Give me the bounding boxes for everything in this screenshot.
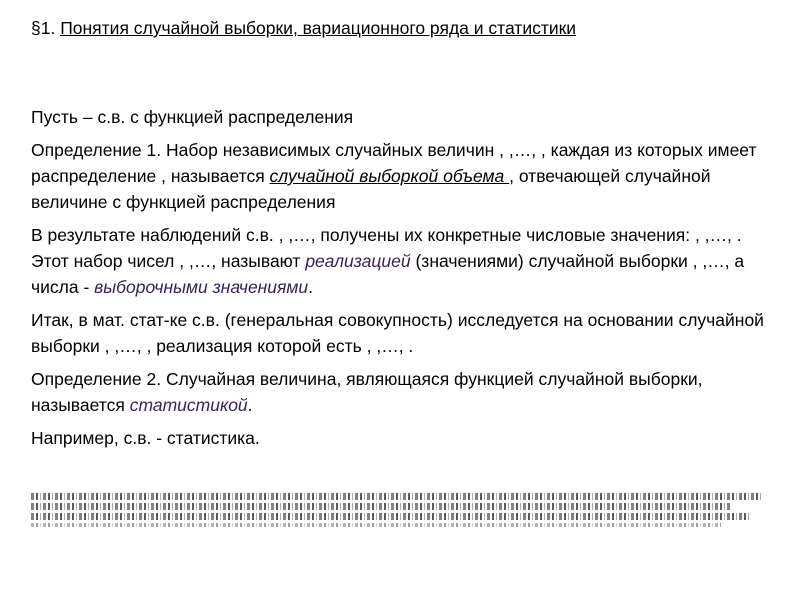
garbled-line (31, 503, 731, 510)
paragraph-summary (31, 307, 771, 359)
paragraph-intro-text: Пусть – с.в. с функцией распределения (31, 107, 354, 127)
section-number: §1. (31, 18, 61, 38)
definition-2-text-a: Определение 2. Случайная величина, являющаяся функцией случайной выборки, называется (31, 369, 703, 415)
term-random-sample: случайной выборкой объема (269, 166, 510, 186)
term-realization: реализацией (305, 251, 411, 271)
realization-text-a: В результате наблюдений с.в. , ,…, получены их конкретные числовые значения: , ,…, . Этот набор чисел , ,…, называют (31, 225, 742, 271)
realization-text-b: (значениями) случайной выборки , ,…, а числа - (31, 251, 745, 297)
paragraph-example (31, 425, 771, 451)
paragraph-definition-1 (31, 137, 771, 215)
term-sample-values: выборочными значениями (94, 277, 309, 297)
slide-title (31, 16, 576, 40)
paragraph-intro (31, 104, 771, 130)
realization-text-c: . (308, 277, 313, 297)
term-statistic: статистикой (129, 395, 248, 415)
garbled-formula-strip (31, 493, 761, 527)
section-title: Понятия случайной выборки, вариационного ряда и статистики (60, 18, 577, 38)
garbled-line (31, 493, 761, 500)
garbled-line (31, 523, 721, 527)
paragraph-realization (31, 222, 771, 300)
definition-2-text-b: . (247, 395, 253, 415)
definition-1-text-a: Определение 1. Набор независимых случайных величин , ,…, , каждая из которых имеет распределение , называется (31, 140, 757, 186)
garbled-line (31, 513, 751, 520)
summary-text: Итак, в мат. стат-ке с.в. (генеральная совокупность) исследуется на основании случайной выборки , ,…, , реализация которой есть , ,…, . (31, 310, 764, 356)
definition-1-text-b: , отвечающей случайной величине с функцией распределения (31, 166, 711, 212)
example-text: Например, с.в. - статистика. (31, 428, 260, 448)
slide-body (31, 104, 771, 458)
paragraph-definition-2 (31, 366, 771, 418)
